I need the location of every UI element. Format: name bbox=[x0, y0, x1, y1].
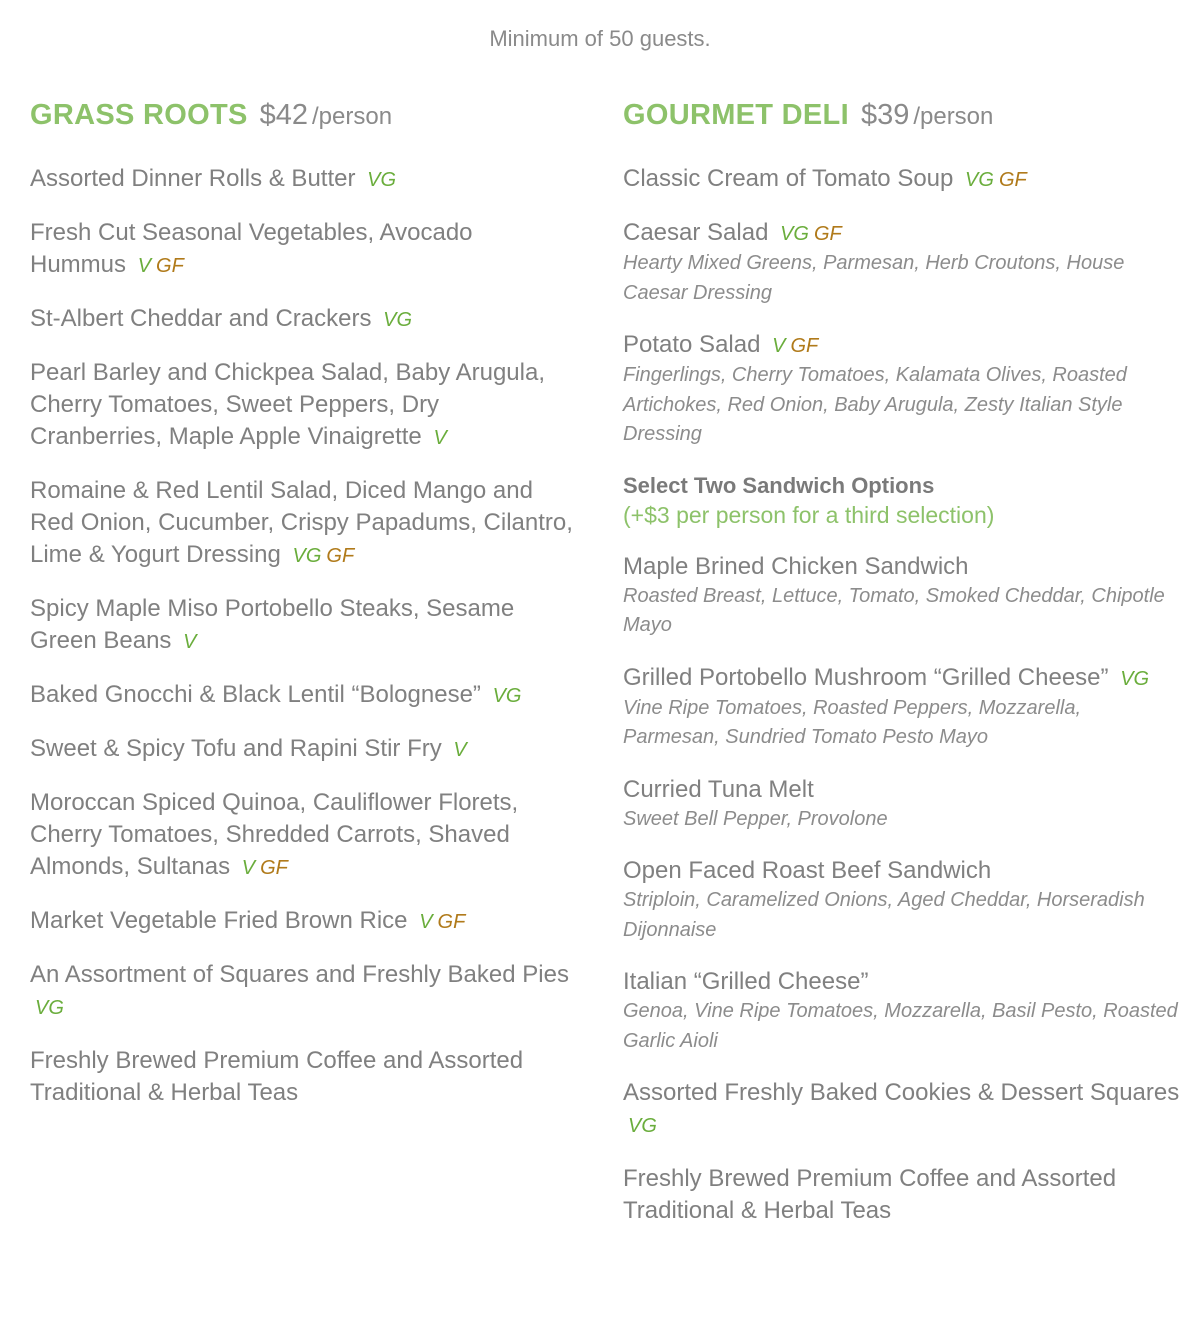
dietary-tags bbox=[378, 305, 412, 332]
menu-item-list bbox=[623, 163, 1183, 450]
menu-price-unit: /person bbox=[913, 103, 994, 130]
menu-item-name: Freshly Brewed Premium Coffee and Assorted Traditional & Herbal Teas bbox=[30, 1047, 524, 1106]
dietary-tag-v: V bbox=[453, 739, 467, 761]
menu-item-name: Assorted Dinner Rolls & Butter bbox=[30, 165, 356, 192]
dietary-tags bbox=[30, 993, 64, 1020]
menu-item bbox=[30, 303, 575, 336]
menu-item-description: Striploin, Caramelized Onions, Aged Cheddar, Horseradish Dijonnaise bbox=[623, 889, 1145, 941]
menu-item-name: Pearl Barley and Chickpea Salad, Baby Arugula, Cherry Tomatoes, Sweet Peppers, Dry Cranberries, Maple Apple Vinaigrette bbox=[30, 359, 545, 450]
dietary-tags bbox=[488, 681, 522, 708]
gourmet-deli-menu bbox=[623, 97, 1183, 1248]
menu-item-title bbox=[30, 357, 575, 454]
sandwich-selection-note bbox=[623, 471, 1183, 530]
menu-item-title bbox=[30, 959, 575, 1024]
menu-item-title bbox=[30, 733, 575, 766]
menu-item-name: St-Albert Cheddar and Crackers bbox=[30, 305, 372, 332]
menu-name: GOURMET DELI bbox=[623, 99, 849, 131]
menu-item bbox=[623, 1163, 1183, 1227]
menu-item bbox=[30, 787, 575, 884]
menu-item bbox=[30, 733, 575, 766]
dietary-tags bbox=[414, 907, 465, 934]
menu-item-title bbox=[30, 593, 575, 658]
menu-item-name: Italian “Grilled Cheese” bbox=[623, 968, 869, 995]
dietary-tag-vg: VG bbox=[35, 997, 64, 1019]
menu-item bbox=[30, 357, 575, 454]
dietary-tag-gf: GF bbox=[326, 545, 355, 567]
menu-item bbox=[623, 329, 1183, 450]
menu-item-name: Baked Gnocchi & Black Lentil “Bolognese” bbox=[30, 681, 481, 708]
menu-item-name: Open Faced Roast Beef Sandwich bbox=[623, 857, 992, 884]
grass-roots-menu bbox=[30, 97, 575, 1130]
menu-item-name: Curried Tuna Melt bbox=[623, 775, 814, 803]
dietary-tag-vg: VG bbox=[1120, 667, 1150, 690]
menu-heading bbox=[30, 97, 575, 138]
menu-item bbox=[30, 1045, 575, 1109]
menu-item bbox=[623, 966, 1183, 1056]
menu-item bbox=[623, 1077, 1183, 1142]
menu-item-name: Potato Salad bbox=[623, 331, 761, 358]
dietary-tag-gf: GF bbox=[156, 255, 184, 277]
menu-item-title bbox=[623, 855, 1183, 887]
dietary-tags bbox=[428, 423, 446, 450]
menu-item-description: Roasted Breast, Lettuce, Tomato, Smoked Cheddar, Chipotle Mayo bbox=[623, 584, 1165, 636]
dietary-tags bbox=[362, 165, 396, 192]
menu-item-description: Vine Ripe Tomatoes, Roasted Peppers, Mozzarella, Parmesan, Sundried Tomato Pesto Mayo bbox=[623, 696, 1082, 748]
menu-item-description: Genoa, Vine Ripe Tomatoes, Mozzarella, Basil Pesto, Roasted Garlic Aioli bbox=[623, 1000, 1178, 1052]
dietary-tags bbox=[287, 541, 354, 568]
menu-item-title bbox=[623, 217, 1183, 250]
dietary-tag-vg: VG bbox=[628, 1115, 657, 1137]
minimum-guests-note: Minimum of 50 guests. bbox=[489, 26, 711, 51]
menu-item-description: Fingerlings, Cherry Tomatoes, Kalamata Olives, Roasted Artichokes, Red Onion, Baby Arugula, Zesty Italian Style Dressing bbox=[623, 364, 1127, 445]
dietary-tags bbox=[448, 735, 466, 762]
menu-item-name: Moroccan Spiced Quinoa, Cauliflower Florets, Cherry Tomatoes, Shredded Carrots, Shaved Almonds, Sultanas bbox=[30, 789, 519, 880]
dietary-tag-v: V bbox=[183, 631, 197, 653]
menu-item bbox=[623, 855, 1183, 945]
menu-heading bbox=[623, 97, 1183, 138]
dietary-tag-gf: GF bbox=[260, 857, 288, 879]
menu-item bbox=[30, 679, 575, 712]
dietary-tag-gf: GF bbox=[814, 223, 842, 245]
menu-item-name: Maple Brined Chicken Sandwich bbox=[623, 552, 969, 580]
sandwich-item-list bbox=[623, 551, 1183, 1228]
dietary-tag-vg: VG bbox=[367, 169, 397, 191]
dietary-tags bbox=[960, 165, 1027, 192]
menu-item-name: Romaine & Red Lentil Salad, Diced Mango and Red Onion, Cucumber, Crispy Papadums, Cilantro, Lime & Yogurt Dressing bbox=[30, 477, 573, 568]
menu-item bbox=[623, 217, 1183, 308]
dietary-tag-vg: VG bbox=[492, 685, 522, 707]
menu-item-title bbox=[30, 163, 575, 196]
dietary-tag-v: V bbox=[433, 427, 447, 449]
menu-item-title bbox=[30, 303, 575, 336]
menu-item bbox=[623, 774, 1183, 835]
menu-item-title bbox=[623, 551, 1183, 583]
menu-item-title bbox=[30, 787, 575, 884]
dietary-tag-vg: VG bbox=[965, 169, 994, 191]
dietary-tag-vg: VG bbox=[780, 223, 809, 245]
menu-item bbox=[30, 593, 575, 658]
dietary-tag-gf: GF bbox=[998, 169, 1027, 191]
menu-price: $42 bbox=[259, 99, 308, 131]
menu-item-name: An Assortment of Squares and Freshly Baked Pies bbox=[30, 961, 569, 988]
menu-item bbox=[623, 662, 1183, 753]
menu-item bbox=[30, 163, 575, 196]
dietary-tags bbox=[1115, 664, 1149, 691]
menu-item-description: Sweet Bell Pepper, Provolone bbox=[623, 807, 888, 830]
menu-price-unit: /person bbox=[312, 103, 393, 130]
dietary-tags bbox=[767, 331, 818, 358]
menu-price: $39 bbox=[860, 99, 910, 131]
menu-item-title bbox=[623, 1163, 1183, 1227]
menu-item-title bbox=[623, 774, 1183, 806]
menu-item-title bbox=[30, 905, 575, 938]
menu-item bbox=[30, 475, 575, 572]
menu-item-name: Fresh Cut Seasonal Vegetables, Avocado Hummus bbox=[30, 219, 473, 278]
menu-item-title bbox=[30, 217, 575, 282]
menu-item-name: Caesar Salad bbox=[623, 219, 769, 246]
menu-item bbox=[623, 163, 1183, 196]
dietary-tags bbox=[133, 251, 184, 278]
menu-item-name: Market Vegetable Fried Brown Rice bbox=[30, 907, 408, 934]
menu-item-list bbox=[30, 163, 575, 1109]
dietary-tag-v: V bbox=[419, 911, 433, 933]
menu-item-title bbox=[623, 662, 1183, 695]
menu-item-title bbox=[623, 1077, 1183, 1142]
menu-item-title bbox=[623, 966, 1183, 998]
dietary-tag-v: V bbox=[137, 255, 152, 277]
dietary-tags bbox=[237, 853, 288, 880]
dietary-tags bbox=[178, 627, 196, 654]
menu-item-name: Classic Cream of Tomato Soup bbox=[623, 165, 954, 192]
menu-item-title bbox=[623, 163, 1183, 196]
menu-item-title bbox=[30, 1045, 575, 1109]
menu-name: GRASS ROOTS bbox=[30, 99, 248, 131]
select-title: Select Two Sandwich Options bbox=[623, 472, 935, 498]
dietary-tag-gf: GF bbox=[790, 335, 819, 357]
menu-item-name: Assorted Freshly Baked Cookies & Dessert Squares bbox=[623, 1079, 1180, 1106]
menu-item-name: Sweet & Spicy Tofu and Rapini Stir Fry bbox=[30, 735, 442, 762]
dietary-tag-v: V bbox=[241, 857, 256, 879]
menu-item-name: Freshly Brewed Premium Coffee and Assorted Traditional & Herbal Teas bbox=[623, 1165, 1117, 1224]
menu-item-title bbox=[30, 475, 575, 572]
menu-item bbox=[30, 905, 575, 938]
menu-item bbox=[30, 959, 575, 1024]
dietary-tags bbox=[775, 219, 842, 246]
menu-item-title bbox=[30, 679, 575, 712]
dietary-tag-vg: VG bbox=[383, 309, 413, 331]
dietary-tag-v: V bbox=[772, 335, 786, 357]
menu-item bbox=[623, 551, 1183, 641]
menu-item-name: Grilled Portobello Mushroom “Grilled Cheese” bbox=[623, 663, 1109, 691]
menu-item bbox=[30, 217, 575, 282]
menu-item-name: Spicy Maple Miso Portobello Steaks, Sesame Green Beans bbox=[30, 595, 515, 654]
menu-item-description: Hearty Mixed Greens, Parmesan, Herb Croutons, House Caesar Dressing bbox=[623, 252, 1125, 304]
dietary-tags bbox=[623, 1111, 657, 1138]
dietary-tag-gf: GF bbox=[437, 911, 466, 933]
select-subtitle: (+$3 per person for a third selection) bbox=[623, 501, 995, 528]
dietary-tag-vg: VG bbox=[292, 545, 322, 567]
menu-item-title bbox=[623, 329, 1183, 362]
